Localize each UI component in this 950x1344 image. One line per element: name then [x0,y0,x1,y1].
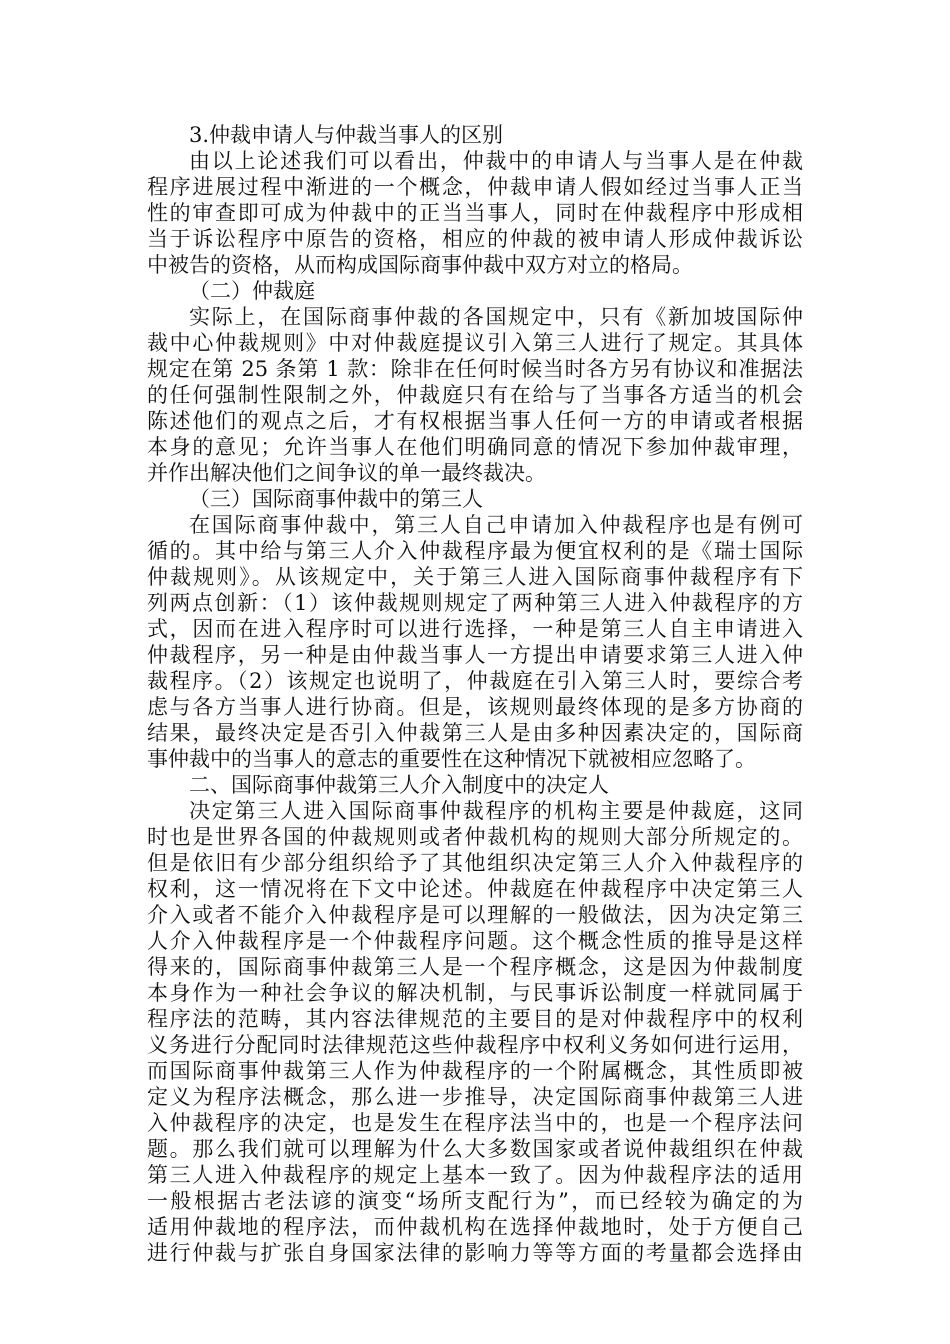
paragraph-line: 在国际商事仲裁中，第三人自己申请加入仲裁程序也是有例可 [189,513,803,537]
paragraph-line: 义务进行分配同时法律规范这些仲裁程序中权利义务如何进行运用， [147,1033,803,1057]
paragraph-line: 实际上，在国际商事仲裁的各国规定中，只有《新加坡国际仲 [189,305,803,329]
paragraph-line: 程序进展过程中渐进的一个概念，仲裁申请人假如经过当事人正当 [147,175,803,199]
paragraph-line: 但是依旧有少部分组织给予了其他组织决定第三人介入仲裁程序的 [147,851,803,875]
paragraph-line: 一般根据古老法谚的演变“场所支配行为”，而已经较为确定的为 [147,1189,803,1213]
paragraph-line: 程序法的范畴，其内容法律规范的主要目的是对仲裁程序中的权利 [147,1007,803,1031]
paragraph-line: 列两点创新：（1）该仲裁规则规定了两种第三人进入仲裁程序的方 [147,591,803,615]
paragraph-line: 仲裁规则》。从该规定中，关于第三人进入国际商事仲裁程序有下 [147,565,803,589]
paragraph-line: 权利，这一情况将在下文中论述。仲裁庭在仲裁程序中决定第三人 [147,877,803,901]
paragraph-line: 第三人进入仲裁程序的规定上基本一致了。因为仲裁程序法的适用 [147,1163,803,1187]
section-heading: （三）国际商事仲裁中的第三人 [189,487,483,511]
paragraph-line: 式，因而在进入程序时可以进行选择，一种是第三人自主申请进入 [147,617,803,641]
paragraph-line: 中被告的资格，从而构成国际商事仲裁中双方对立的格局。 [147,253,693,277]
document-body [147,122,803,1266]
paragraph-line: 仲裁程序，另一种是由仲裁当事人一方提出申请要求第三人进入仲 [147,643,803,667]
section-heading: 3.仲裁申请人与仲裁当事人的区别 [189,123,504,147]
paragraph-line: 题。那么我们就可以理解为什么大多数国家或者说仲裁组织在仲裁 [147,1137,803,1161]
paragraph-line: 进行仲裁与扩张自身国家法律的影响力等等方面的考量都会选择由 [147,1241,803,1265]
section-heading: （二）仲裁庭 [189,279,315,303]
paragraph-line: 性的审查即可成为仲裁中的正当当事人，同时在仲裁程序中形成相 [147,201,803,225]
section-heading: 二、国际商事仲裁第三人介入制度中的决定人 [189,773,609,797]
paragraph-line: 人介入仲裁程序是一个仲裁程序问题。这个概念性质的推导是这样 [147,929,803,953]
paragraph-line: 结果，最终决定是否引入仲裁第三人是由多种因素决定的，国际商 [147,721,803,745]
paragraph-line: 由以上论述我们可以看出，仲裁中的申请人与当事人是在仲裁 [189,149,803,173]
paragraph-line: 入仲裁程序的决定，也是发生在程序法当中的，也是一个程序法问 [147,1111,803,1135]
paragraph-line: 裁中心仲裁规则》中对仲裁庭提议引入第三人进行了规定。其具体 [147,331,803,355]
paragraph-line: 虑与各方当事人进行协商。但是，该规则最终体现的是多方协商的 [147,695,803,719]
paragraph-line: 陈述他们的观点之后，才有权根据当事人任何一方的申请或者根据 [147,409,803,433]
paragraph-line: 定义为程序法概念，那么进一步推导，决定国际商事仲裁第三人进 [147,1085,803,1109]
paragraph-line: 循的。其中给与第三人介入仲裁程序最为便宜权利的是《瑞士国际 [147,539,803,563]
paragraph-line: 事仲裁中的当事人的意志的重要性在这种情况下就被相应忽略了。 [147,747,756,771]
paragraph-line: 的任何强制性限制之外，仲裁庭只有在给与了当事各方适当的机会 [147,383,803,407]
paragraph-line: 当于诉讼程序中原告的资格，相应的仲裁的被申请人形成仲裁诉讼 [147,227,803,251]
paragraph-line: 而国际商事仲裁第三人作为仲裁程序的一个附属概念，其性质即被 [147,1059,803,1083]
paragraph-line: 并作出解决他们之间争议的单一最终裁决。 [147,461,546,485]
paragraph-line: 适用仲裁地的程序法，而仲裁机构在选择仲裁地时，处于方便自己 [147,1215,803,1239]
paragraph-line: 裁程序。（2）该规定也说明了，仲裁庭在引入第三人时，要综合考 [147,669,803,693]
paragraph-line: 规定在第 25 条第 1 款：除非在任何时候当时各方另有协议和准据法 [147,357,803,381]
paragraph-line: 得来的，国际商事仲裁第三人是一个程序概念，这是因为仲裁制度 [147,955,803,979]
paragraph-line: 本身的意见；允许当事人在他们明确同意的情况下参加仲裁审理， [147,435,803,459]
paragraph-line: 决定第三人进入国际商事仲裁程序的机构主要是仲裁庭，这同 [189,799,803,823]
paragraph-line: 时也是世界各国的仲裁规则或者仲裁机构的规则大部分所规定的。 [147,825,803,849]
paragraph-line: 本身作为一种社会争议的解决机制，与民事诉讼制度一样就同属于 [147,981,803,1005]
paragraph-line: 介入或者不能介入仲裁程序是可以理解的一般做法，因为决定第三 [147,903,803,927]
